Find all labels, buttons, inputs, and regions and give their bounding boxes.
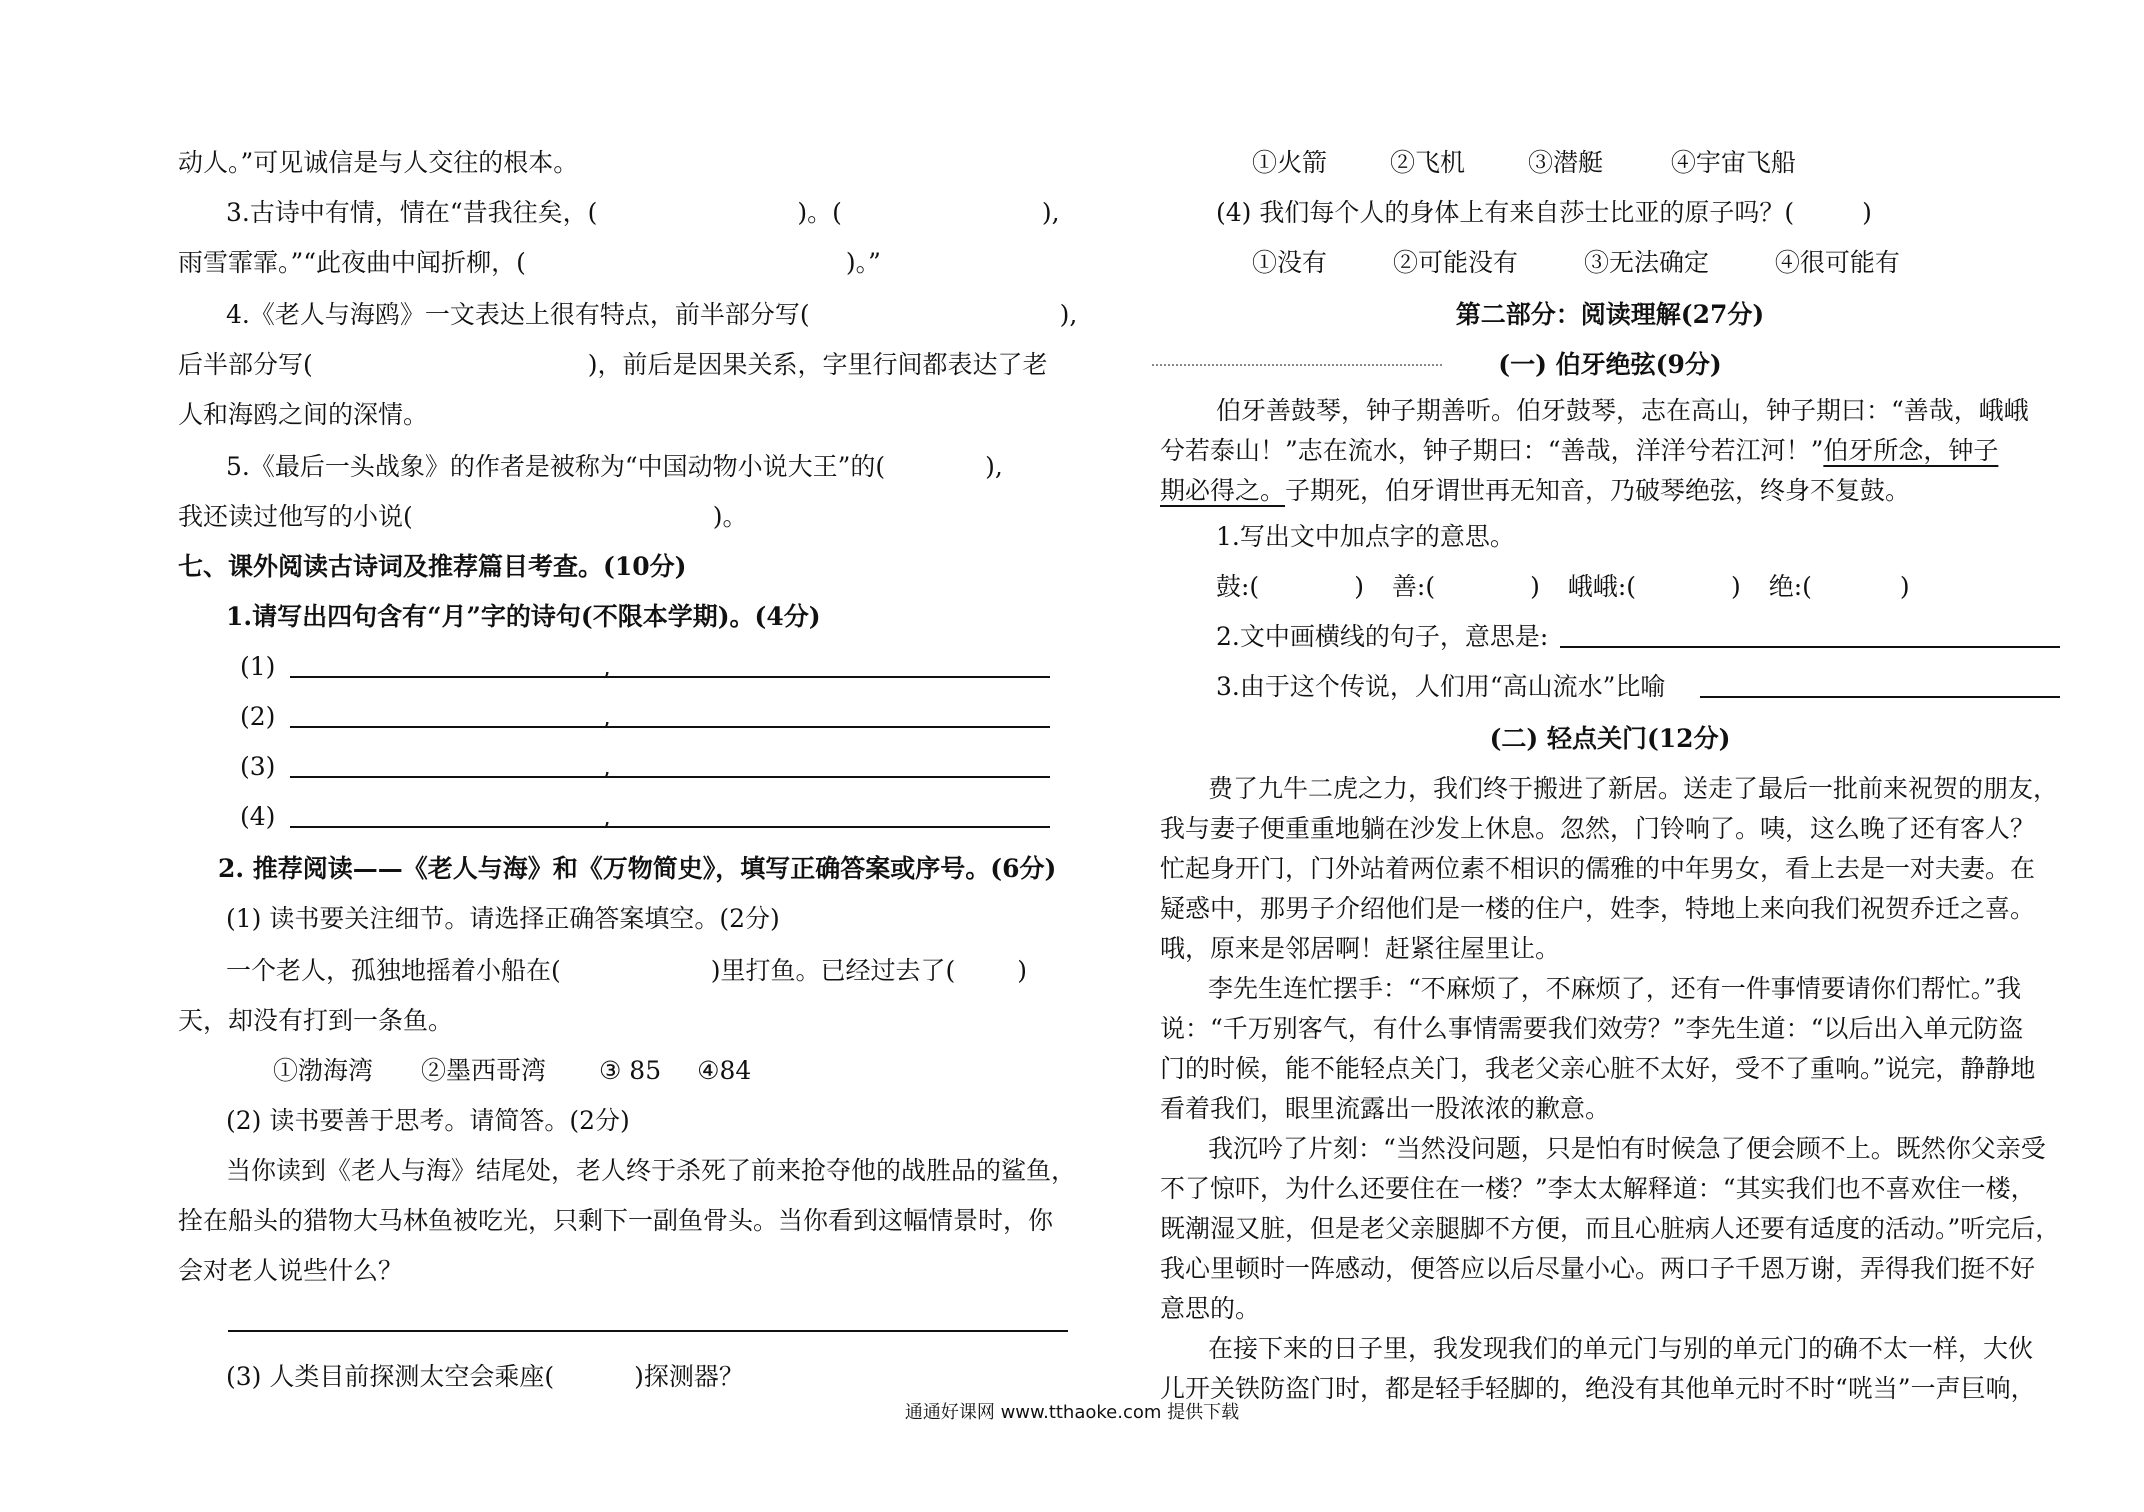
q-text: ) xyxy=(1530,572,1540,601)
q-text: 鼓:( xyxy=(1216,572,1260,601)
reading-q3: 3.由于这个传说，人们用“高山流水”比喻 xyxy=(1216,672,1666,701)
blank-number: (4) xyxy=(240,802,276,831)
blank-number: (2) xyxy=(240,702,276,731)
passage-1-line xyxy=(1160,434,2060,468)
option[interactable]: ①渤海湾 xyxy=(273,1056,374,1085)
q5-text: ), xyxy=(985,452,1003,481)
passage-1-line xyxy=(1160,474,2060,508)
reading-q1: 1.写出文中加点字的意思。 xyxy=(1216,522,1515,551)
answer-line[interactable] xyxy=(1700,696,2060,698)
passage-2-line: 忙起身开门，门外站着两位素不相识的儒雅的中年男女，看上去是一对夫妻。在 xyxy=(1160,854,2036,883)
options-row xyxy=(1252,246,2060,280)
option[interactable]: ④宇宙飞船 xyxy=(1670,148,1796,177)
passage-2-line: 不了惊吓，为什么还要住在一楼？”李太太解释道：“其实我们也不喜欢住一楼， xyxy=(1160,1174,2036,1203)
passage-2-line: 在接下来的日子里，我发现我们的单元门与别的单元门的确不太一样，大伙 xyxy=(1208,1334,2034,1363)
question-4-line-2 xyxy=(178,348,1068,382)
q-text: 绝:( xyxy=(1768,572,1812,601)
part-2-heading: 第二部分：阅读理解(27分) xyxy=(1455,300,1765,329)
text-line: 当你读到《老人与海》结尾处，老人终于杀死了前来抢夺他的战胜品的鲨鱼， xyxy=(226,1156,1077,1185)
footer-credit: 通通好课网 www.tthaoke.com 提供下载 xyxy=(904,1402,1240,1423)
text-line: 天，却没有打到一条鱼。 xyxy=(178,1006,454,1035)
answer-line[interactable] xyxy=(228,1330,1068,1332)
option[interactable]: ④84 xyxy=(697,1056,752,1085)
s7-question-2: 2. 推荐阅读——《老人与海》和《万物简史》，填写正确答案或序号。(6分) xyxy=(218,854,1057,883)
q5-text: 我还读过他写的小说( xyxy=(178,502,413,531)
passage-1-heading: (一) 伯牙绝弦(9分) xyxy=(1498,350,1722,379)
question-4 xyxy=(1216,196,2060,230)
options-row xyxy=(1252,146,2060,180)
blank-comma: , xyxy=(603,802,611,831)
passage-2-line: 费了九牛二虎之力，我们终于搬进了新居。送走了最后一批前来祝贺的朋友， xyxy=(1208,774,2059,803)
reading-q2: 2.文中画横线的句子，意思是: xyxy=(1216,622,1549,651)
sub-question-2: (2) 读书要善于思考。请简答。(2分) xyxy=(226,1106,630,1135)
question-3-line-2 xyxy=(178,246,1068,280)
blank-number: (1) xyxy=(240,652,276,681)
q-text: ) xyxy=(1354,572,1364,601)
passage-2-line: 意思的。 xyxy=(1160,1294,1261,1323)
q3-text: )。” xyxy=(845,248,881,277)
option[interactable]: ③潜艇 xyxy=(1527,148,1603,177)
q-text: (4) 我们每个人的身体上有来自莎士比亚的原子吗？( xyxy=(1216,198,1795,227)
passage-2-line: 我心里顿时一阵感动，便答应以后尽量小心。两口子千恩万谢，弄得我们挺不好 xyxy=(1160,1254,2036,1283)
s7-question-1: 1.请写出四句含有“月”字的诗句(不限本学期)。(4分) xyxy=(226,602,821,631)
passage-2-line: 疑惑中，那男子介绍他们是一楼的住户，姓李，特地上来向我们祝贺乔迁之喜。 xyxy=(1160,894,2036,923)
question-5-line-1 xyxy=(226,450,1068,484)
options-row xyxy=(273,1054,1068,1088)
sub-question-1-text xyxy=(226,954,1068,988)
sub-question-1: (1) 读书要关注细节。请选择正确答案填空。(2分) xyxy=(226,904,780,933)
blank-comma: , xyxy=(603,702,611,731)
q4-text: ), xyxy=(1059,300,1078,329)
q-text: )探测器？ xyxy=(634,1362,744,1391)
reading-q1-items xyxy=(1216,570,2060,604)
q4-text: 后半部分写( xyxy=(178,350,313,379)
underlined-sentence: 伯牙所念，钟子 xyxy=(1823,436,1999,465)
q4-text: 4.《老人与海鸥》一文表达上很有特点，前半部分写( xyxy=(226,300,810,329)
passage-2-line: 李先生连忙摆手：“不麻烦了，不麻烦了，还有一件事情要请你们帮忙。”我 xyxy=(1208,974,2022,1003)
q5-text: 5.《最后一头战象》的作者是被称为“中国动物小说大王”的( xyxy=(226,452,886,481)
dotted-divider xyxy=(1152,364,1442,366)
q-text: (3) 人类目前探测太空会乘座( xyxy=(226,1362,555,1391)
blank-number: (3) xyxy=(240,752,276,781)
question-3-line-1 xyxy=(226,196,1068,230)
q-text: ) xyxy=(1899,572,1910,601)
passage-2-line: 儿开关铁防盗门时，都是轻手轻脚的，绝没有其他单元时不时“咣当”一声巨响， xyxy=(1160,1374,2036,1403)
blank-comma: , xyxy=(603,752,611,781)
q-text: )里打鱼。已经过去了( xyxy=(710,956,956,985)
answer-line[interactable] xyxy=(1560,646,2060,648)
text-line: 动人。”可见诚信是与人交往的根本。 xyxy=(178,148,579,177)
option[interactable]: ①火箭 xyxy=(1252,148,1328,177)
q-text: 一个老人，孤独地摇着小船在( xyxy=(226,956,561,985)
q-text: ) xyxy=(1017,956,1028,985)
section-7-heading: 七、课外阅读古诗词及推荐篇目考查。(10分) xyxy=(178,552,687,581)
q4-text: )，前后是因果关系，字里行间都表达了老 xyxy=(587,350,1048,379)
passage-1-line: 伯牙善鼓琴，钟子期善听。伯牙鼓琴，志在高山，钟子期曰：“善哉，峨峨 xyxy=(1216,396,2029,425)
text-line: 会对老人说些什么？ xyxy=(178,1256,404,1285)
passage-2-line: 说：“千万别客气，有什么事情需要我们效劳？”李先生道：“以后出入单元防盗 xyxy=(1160,1014,2024,1043)
option[interactable]: ②可能没有 xyxy=(1392,248,1518,277)
q3-text: ), xyxy=(1041,198,1060,227)
q3-text: 雨雪霏霏。”“此夜曲中闻折柳，( xyxy=(178,248,526,277)
option[interactable]: ②飞机 xyxy=(1389,148,1465,177)
option[interactable]: ③无法确定 xyxy=(1583,248,1709,277)
option[interactable]: ④很可能有 xyxy=(1774,248,1900,277)
q-text: ) xyxy=(1862,198,1872,227)
q3-text: 3.古诗中有情，情在“昔我往矣，( xyxy=(226,198,598,227)
option[interactable]: ③ 85 xyxy=(598,1056,662,1085)
underlined-sentence: 期必得之。 xyxy=(1160,476,1286,505)
sub-question-3 xyxy=(226,1360,1068,1394)
passage-2-line: 门的时候，能不能轻点关门，我老父亲心脏不太好，受不了重响。”说完，静静地 xyxy=(1160,1054,2036,1083)
passage-text: 子期死，伯牙谓世再无知音，乃破琴绝弦，终身不复鼓。 xyxy=(1285,476,1911,505)
option[interactable]: ②墨西哥湾 xyxy=(420,1056,546,1085)
option[interactable]: ①没有 xyxy=(1252,248,1328,277)
passage-2-line: 哦，原来是邻居啊！赶紧往屋里让。 xyxy=(1160,934,1561,963)
q-text: ) xyxy=(1731,572,1741,601)
passage-2-heading: (二) 轻点关门(12分) xyxy=(1489,724,1731,753)
text-line: 人和海鸥之间的深情。 xyxy=(178,400,429,429)
blank-comma: , xyxy=(603,652,611,681)
passage-2-line: 我沉吟了片刻：“当然没问题，只是怕有时候急了便会顾不上。既然你父亲受 xyxy=(1208,1134,2046,1163)
question-4-line-1 xyxy=(226,298,1078,332)
text-line: 拴在船头的猎物大马林鱼被吃光，只剩下一副鱼骨头。当你看到这幅情景时，你 xyxy=(178,1206,1054,1235)
q-text: 善:( xyxy=(1391,572,1436,601)
q3-text: )。( xyxy=(797,198,842,227)
q5-text: )。 xyxy=(712,502,748,531)
passage-2-line: 我与妻子便重重地躺在沙发上休息。忽然，门铃响了。咦，这么晚了还有客人？ xyxy=(1160,814,2036,843)
passage-text: 兮若泰山！”志在流水，钟子期曰：“善哉，洋洋兮若江河！” xyxy=(1160,436,1824,465)
q-text: 峨峨:( xyxy=(1567,572,1636,601)
question-5-line-2 xyxy=(178,500,1068,534)
passage-2-line: 既潮湿又脏，但是老父亲腿脚不方便，而且心脏病人还要有适度的活动。”听完后， xyxy=(1160,1214,2061,1243)
passage-2-line: 看着我们，眼里流露出一股浓浓的歉意。 xyxy=(1160,1094,1611,1123)
